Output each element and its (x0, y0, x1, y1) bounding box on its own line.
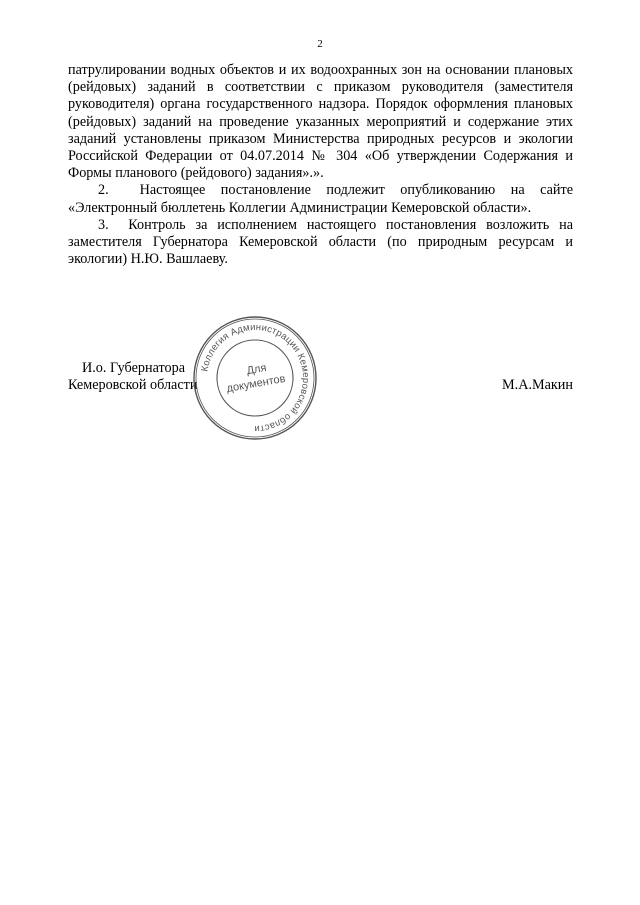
official-stamp (192, 315, 318, 441)
stamp-center-line2: документов (225, 372, 287, 395)
paragraph-2: 2. Настоящее постановление подлежит опубликованию на сайте «Электронный бюллетень Коллегии Администрации Кемеровской области». (68, 182, 573, 216)
stamp-center-line1: Для (245, 361, 268, 378)
paragraph-3: 3. Контроль за исполнением настоящего постановления возложить на заместителя Губернатора Кемеровской области (по природным ресурсам и экологии) Н.Ю. Вашлаеву. (68, 216, 573, 268)
signature-block (68, 360, 573, 394)
paragraph-continuation: патрулировании водных объектов и их водоохранных зон на основании плановых (рейдовых) заданий в соответствии с приказом руководителя (заместителя руководителя) органа государственного надзора. Порядок оформления плановых (рейдовых) заданий на проведение указанных мероприятий и содержание этих заданий установлены приказом Министерства природных ресурсов и экологии Российской Федерации от 04.07.2014 № 304 «Об утверждении Содержания и Формы планового (рейдового) задания».». (68, 62, 573, 182)
page-number: 2 (317, 38, 323, 50)
signatory-name: М.А.Макин (502, 377, 573, 393)
signatory-position-line1: И.о. Губернатора (82, 360, 185, 376)
stamp-ring-text: Коллегия Администрации Кемеровской области (199, 321, 312, 435)
signatory-position-line2: Кемеровской области (68, 377, 198, 394)
document-body (68, 62, 573, 268)
